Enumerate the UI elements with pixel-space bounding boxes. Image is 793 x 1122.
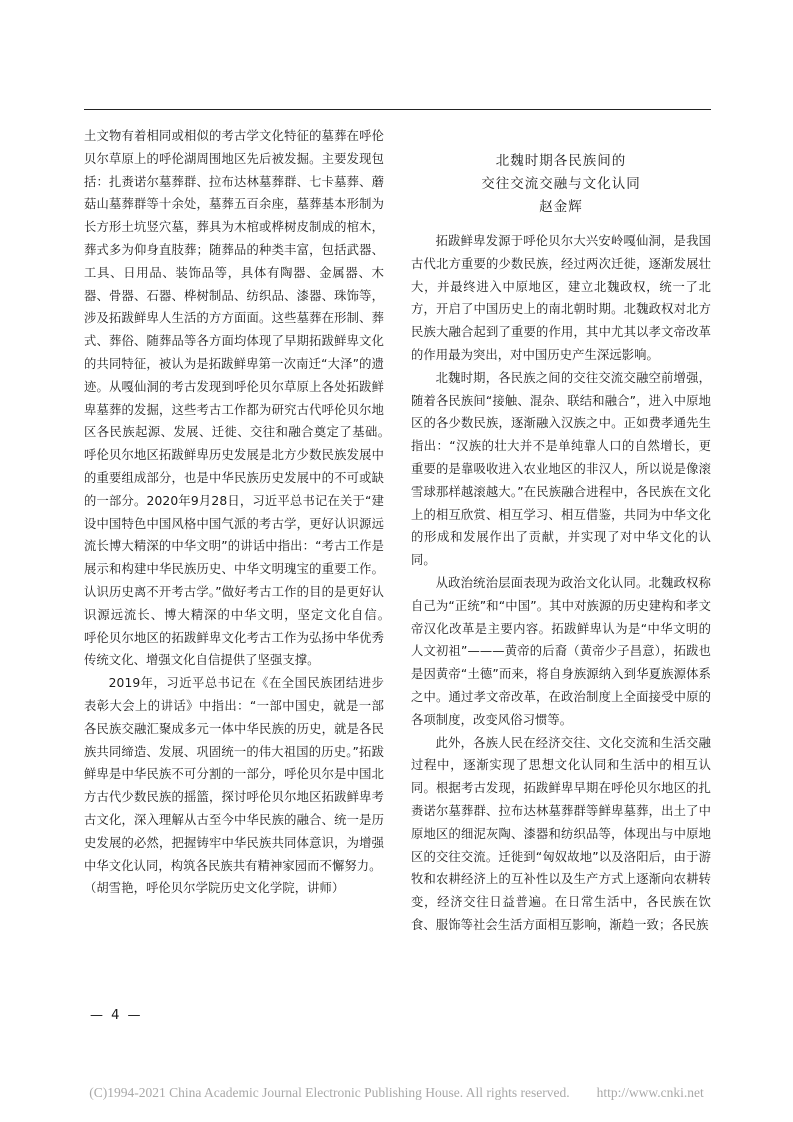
left-paragraph-1: 土文物有着相同或相似的考古学文化特征的墓葬在呼伦贝尔草原上的呼伦湖周围地区先后被发掘。主要发现包括：扎赉诺尔墓葬群、拉布达林墓葬群、七卡墓葬、蘑菇山墓葬群等十余处，墓葬五百余座，墓葬基本形制为长方形土坑竖穴墓，葬具为木棺或桦树皮制成的棺木，葬式多为仰身直肢葬；随葬品的种类丰富，包括武器、工具、日用品、装饰品等，具体有陶器、金属器、木器、骨器、石器、桦树制品、纺织品、漆器、珠饰等，涉及拓跋鲜卑人生活的方方面面。这些墓葬在形制、葬式、葬俗、随葬品等各方面均体现了早期拓跋鲜卑文化的共同特征，被认为是拓跋鲜卑第一次南迁“大泽”的遗迹。从嘎仙洞的考古发现到呼伦贝尔草原上各处拓跋鲜卑墓葬的发掘，这些考古工作都为研究古代呼伦贝尔地区各民族起源、发展、迁徙、交往和融合奠定了基础。 呼伦贝尔地区拓跋鲜卑历史发展是北方少数民族发展中的重要组成部分，也是中华民族历史发展中的不可或缺的一部分。2020年9月28日，习近平总书记在关于“建设中国特色中国风格中国气派的考古学，更好认识源远流长博大精深的中华文明”的讲话中指出：“考古工作是展示和构建中华民族历史、中华文明瑰宝的重要工作。认识历史离不开考古学。”做好考古工作的目的是更好认识源远流长、博大精深的中华文明，坚定文化自信。 呼伦贝尔地区的拓跋鲜卑文化考古工作为弘扬中华优秀传统文化、增强文化自信提供了坚强支撑。 bbox=[84, 129, 397, 668]
right-paragraph-1: 拓跋鲜卑发源于呼伦贝尔大兴安岭嘎仙洞，是我国古代北方重要的少数民族，经过两次迁徙，逐渐发展壮大，并最终进入中原地区，建立北魏政权，统一了北方，开启了中国历史上的南北朝时期。北魏政权对北方民族大融合起到了重要的作用，其中尤其以孝文帝改革的作用最为突出，对中国历史产生深远影响。 bbox=[411, 234, 711, 362]
right-paragraph-4: 此外，各族人民在经济交往、文化交流和生活交融过程中，逐渐实现了思想文化认同和生活中的相互认同。根据考古发现，拓跋鲜卑早期在呼伦贝尔地区的扎赉诺尔墓葬群、拉布达林墓葬群等鲜卑墓葬，出土了中原地区的细泥灰陶、漆器和纺织品等，体现出与中原地区的交往交流。迁徙到“匈奴故地”以及洛阳后，由于游牧和农耕经济上的互补性以及生产方式上逐渐向农耕转变，经济交往日益普遍。在日常生活中，各民族在饮食、服饰等社会生活方面相互影响，渐趋一致；各民族 bbox=[411, 735, 711, 932]
author-note: （胡雪艳，呼伦贝尔学院历史文化学院，讲师） bbox=[84, 881, 345, 896]
header-rule bbox=[84, 109, 711, 110]
article-title-line-2: 交往交流交融与文化认同 bbox=[481, 176, 641, 192]
article-author: 赵金辉 bbox=[539, 199, 583, 215]
right-paragraph-2: 北魏时期，各民族之间的交往交流交融空前增强，随着各民族间“接触、混杂、联结和融合”，进入中原地区的各少数民族，逐渐融入汉族之中。正如费孝通先生指出：“汉族的壮大并不是单纯靠人口的自然增长，更重要的是靠吸收进入农业地区的非汉人，所以说是像滚雪球那样越滚越大。”在民族融合进程中，各民族在文化上的相互欣赏、相互学习、相互借鉴，共同为中华文化的形成和发展作出了贡献，并实现了对中华文化的认同。 bbox=[411, 370, 711, 568]
article-title-block bbox=[411, 150, 711, 219]
left-column bbox=[84, 125, 397, 900]
right-paragraph-3: 从政治统治层面表现为政治文化认同。北魏政权称自己为“正统”和“中国”。其中对族源的历史建构和孝文帝汉化改革是主要内容。拓跋鲜卑认为是“中华文明的人文初祖”———黄帝的后裔（黄帝少子昌意），拓跋也是因黄帝“土德”而来，将自身族源纳入到华夏族源体系之中。通过孝文帝改革，在政治制度上全面接受中原的各项制度，改变风俗习惯等。 bbox=[411, 575, 711, 727]
copyright-footer: (C)1994-2021 China Academic Journal Electronic Publishing House. All rights reserved. http://www.cnki.net bbox=[89, 1085, 704, 1100]
left-paragraph-2: 2019年，习近平总书记在《在全国民族团结进步表彰大会上的讲话》中指出：“一部中国史，就是一部各民族交融汇聚成多元一体中华民族的历史，就是各民族共同缔造、发展、巩固统一的伟大祖国的历史。”拓跋鲜卑是中华民族不可分割的一部分，呼伦贝尔是中国北方古代少数民族的摇篮，探讨呼伦贝尔地区拓跋鲜卑考古文化，深入理解从古至今中华民族的融合、统一是历史发展的必然，把握铸牢中华民族共同体意识，为增强中华文化认同，构筑各民族共有精神家园而不懈努力。 bbox=[84, 676, 384, 873]
right-column bbox=[411, 230, 711, 937]
page-number: — 4 — bbox=[90, 1008, 143, 1023]
article-title-line-1: 北魏时期各民族间的 bbox=[495, 153, 627, 169]
